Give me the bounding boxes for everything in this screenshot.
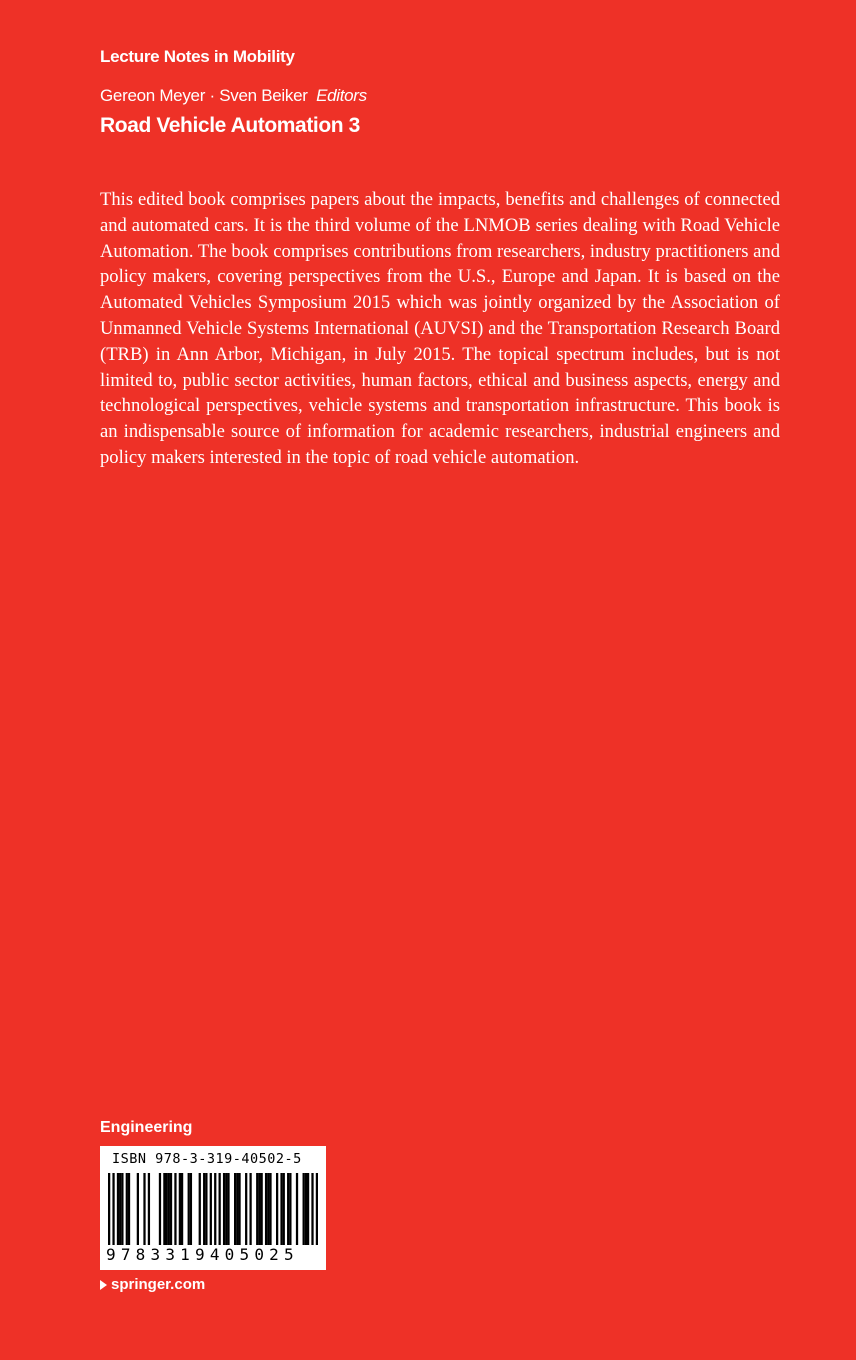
barcode-bar: [280, 1173, 282, 1245]
barcode-bar: [245, 1173, 247, 1245]
barcode-bar: [168, 1173, 170, 1245]
barcode-bar: [269, 1173, 271, 1245]
publisher-url[interactable]: springer.com: [111, 1276, 206, 1293]
barcode-bar: [261, 1173, 263, 1245]
barcode-bar: [236, 1173, 238, 1245]
barcode-bar: [223, 1173, 225, 1245]
isbn-label: ISBN 978-3-319-40502-5: [112, 1151, 302, 1167]
barcode-bar: [170, 1173, 172, 1245]
series-name: Lecture Notes in Mobility: [100, 47, 295, 66]
barcode-bar: [238, 1173, 240, 1245]
barcode-bar: [188, 1173, 190, 1245]
barcode-digits: 9783319405025: [106, 1245, 299, 1264]
barcode-bar: [117, 1173, 119, 1245]
barcode-bar: [258, 1173, 260, 1245]
barcode-bar: [165, 1173, 167, 1245]
editors-role: Editors: [316, 86, 367, 105]
barcode-bar: [276, 1173, 278, 1245]
barcode-bars: [108, 1173, 318, 1245]
barcode-bar: [163, 1173, 165, 1245]
barcode-bar: [225, 1173, 227, 1245]
barcode-bar: [296, 1173, 298, 1245]
barcode-bar: [199, 1173, 201, 1245]
barcode-bar: [181, 1173, 183, 1245]
barcode-bar: [143, 1173, 145, 1245]
barcode-bar: [305, 1173, 307, 1245]
barcode-bar: [227, 1173, 229, 1245]
barcode-bar: [214, 1173, 216, 1245]
barcode-bar: [159, 1173, 161, 1245]
editors-line: [100, 86, 367, 106]
barcode-bar: [190, 1173, 192, 1245]
barcode-bar: [121, 1173, 123, 1245]
barcode-bar: [108, 1173, 110, 1245]
barcode-bar: [287, 1173, 289, 1245]
barcode-bar: [126, 1173, 128, 1245]
subject-category: Engineering: [100, 1119, 193, 1136]
barcode-bar: [311, 1173, 313, 1245]
barcode-bar: [119, 1173, 121, 1245]
barcode-bar: [234, 1173, 236, 1245]
barcode-bar: [316, 1173, 318, 1245]
book-description: This edited book comprises papers about the impacts, benefits and challenges of connected and automated cars. It is the third volume of the LNMOB series dealing with Road Vehicle Automation. The book comprises contributions from researchers, industry practitioners and policy makers, covering perspectives from the U.S., Europe and Japan. It is based on the Automated Vehicles Symposium 2015 which was jointly organized by the Association of Unmanned Vehicle Systems International (AUVSI) and the Transportation Research Board (TRB) in Ann Arbor, Michigan, in July 2015. The topical spectrum includes, but is not limited to, public sector activities, human factors, ethical and business aspects, energy and technological perspectives, vehicle systems and transportation infrastructure. This book is an indispensable source of information for academic researchers, industrial engineers and policy makers interested in the topic of road vehicle automation.: [100, 189, 780, 468]
publisher-link[interactable]: [100, 1276, 205, 1293]
barcode-bar: [249, 1173, 251, 1245]
isbn-barcode: [100, 1146, 326, 1270]
barcode-bar: [112, 1173, 114, 1245]
barcode-bar: [219, 1173, 221, 1245]
barcode-bar: [283, 1173, 285, 1245]
barcode-bar: [179, 1173, 181, 1245]
barcode-bar: [210, 1173, 212, 1245]
barcode-bar: [137, 1173, 139, 1245]
editor-names: Gereon Meyer · Sven Beiker: [100, 86, 308, 105]
barcode-bar: [289, 1173, 291, 1245]
barcode-bar: [307, 1173, 309, 1245]
barcode-bar: [174, 1173, 176, 1245]
barcode-bar: [256, 1173, 258, 1245]
barcode-bar: [205, 1173, 207, 1245]
barcode-bar: [265, 1173, 267, 1245]
barcode-bar: [303, 1173, 305, 1245]
arrow-icon: [100, 1280, 107, 1290]
barcode-bar: [148, 1173, 150, 1245]
barcode-bar: [203, 1173, 205, 1245]
book-title: Road Vehicle Automation 3: [100, 114, 360, 137]
barcode-bar: [128, 1173, 130, 1245]
barcode-bar: [267, 1173, 269, 1245]
